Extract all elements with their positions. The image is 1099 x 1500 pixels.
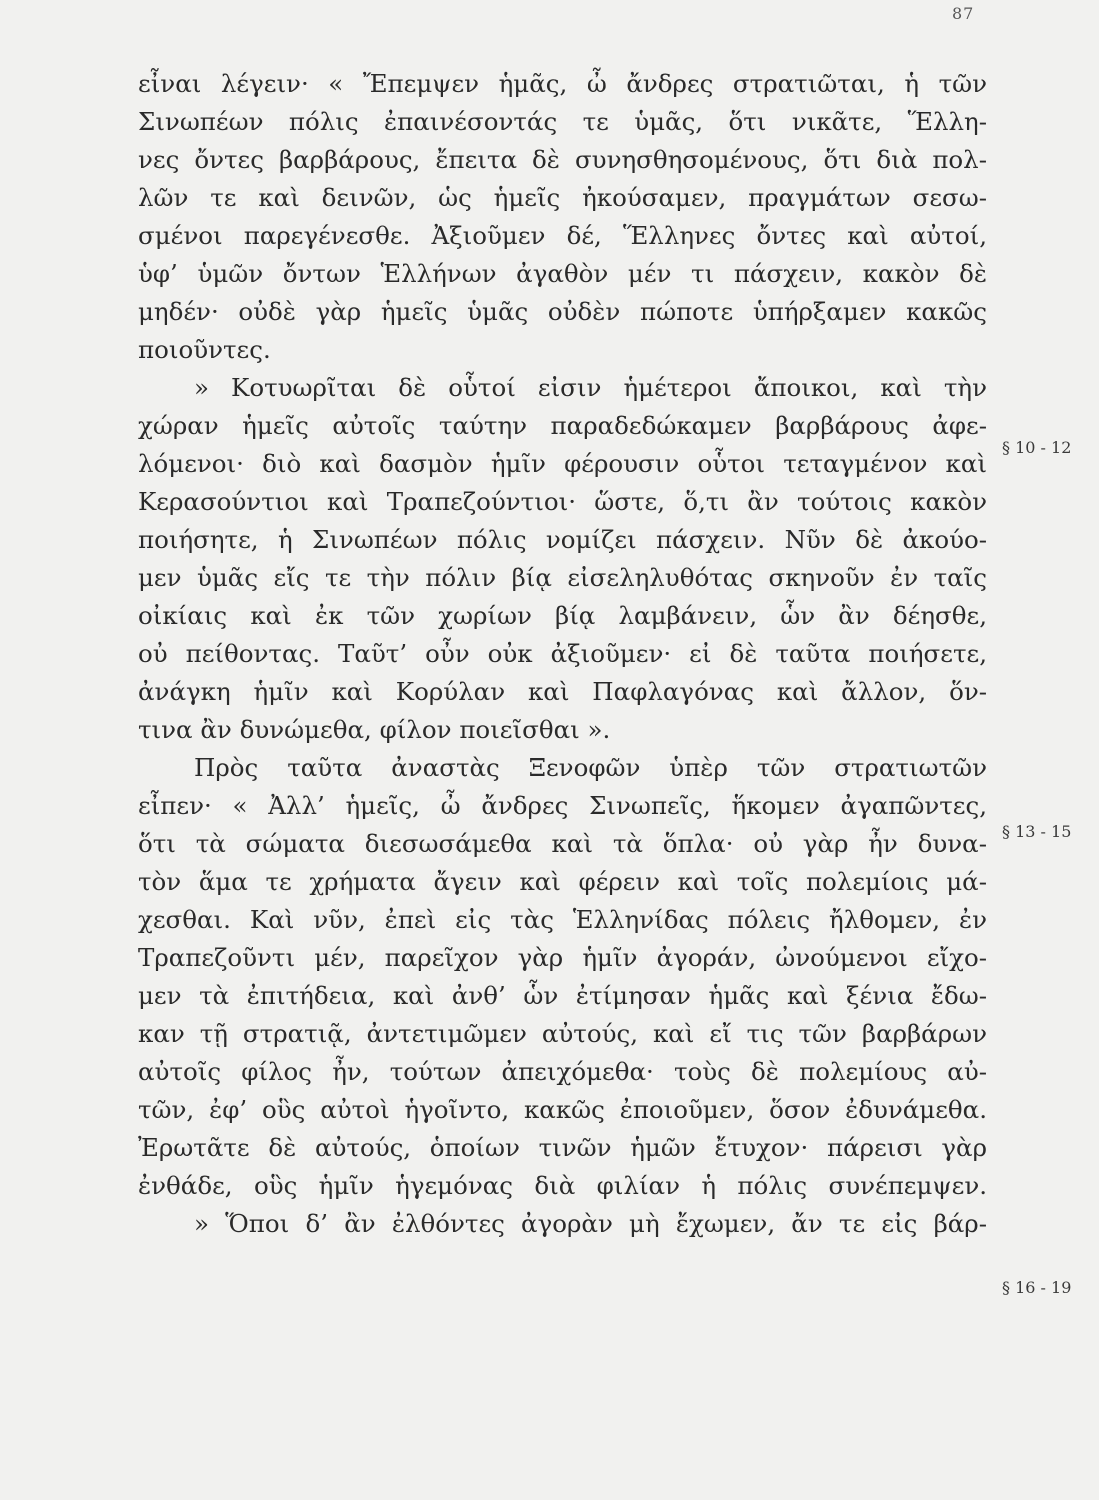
text-line: Πρὸς ταῦτα ἀναστὰς Ξενοφῶν ὑπὲρ τῶν στρατιωτῶν	[194, 753, 987, 782]
text-line: εἶναι λέγειν· « Ἔπεμψεν ἡμᾶς, ὦ ἄνδρες στρατιῶται, ἡ τῶν	[138, 69, 987, 98]
text-line: μεν τὰ ἐπιτήδεια, καὶ ἀνθ’ ὧν ἐτίμησαν ἡμᾶς καὶ ξένια ἔδω-	[138, 981, 987, 1010]
text-line: Σινωπέων πόλις ἐπαινέσοντάς τε ὑμᾶς, ὅτι νικᾶτε, Ἕλλη-	[138, 107, 987, 136]
text-line: Ἐρωτᾶτε δὲ αὐτούς, ὁποίων τινῶν ἡμῶν ἔτυχον· πάρεισι γὰρ	[138, 1133, 987, 1162]
text-line: καν τῇ στρατιᾷ, ἀντετιμῶμεν αὐτούς, καὶ εἴ τις τῶν βαρβάρων	[138, 1019, 987, 1048]
text-line: ἀνάγκη ἡμῖν καὶ Κορύλαν καὶ Παφλαγόνας καὶ ἄλλον, ὅν-	[138, 677, 987, 706]
text-line: ποιοῦντες.	[138, 335, 271, 364]
text-line: χώραν ἡμεῖς αὐτοῖς ταύτην παραδεδώκαμεν βαρβάρους ἀφε-	[138, 411, 987, 440]
text-line: τινα ἂν δυνώμεθα, φίλον ποιεῖσθαι ».	[138, 715, 611, 744]
text-line: λόμενοι· διὸ καὶ δασμὸν ἡμῖν φέρουσιν οὗτοι τεταγμένον καὶ	[138, 449, 987, 478]
text-line: σμένοι παρεγένεσθε. Ἀξιοῦμεν δέ, Ἕλληνες ὄντες καὶ αὐτοί,	[138, 221, 987, 250]
text-line: λῶν τε καὶ δεινῶν, ὡς ἡμεῖς ἠκούσαμεν, πραγμάτων σεσω-	[138, 183, 987, 212]
text-line: ποιήσητε, ἡ Σινωπέων πόλις νομίζει πάσχειν. Νῦν δὲ ἀκούο-	[138, 525, 987, 554]
text-line: τῶν, ἐφ’ οὓς αὐτοὶ ἡγοῖντο, κακῶς ἐποιοῦμεν, ὅσον ἐδυνάμεθα.	[138, 1095, 987, 1124]
text-line: μηδέν· οὐδὲ γὰρ ἡμεῖς ὑμᾶς οὐδὲν πώποτε ὑπήρξαμεν κακῶς	[138, 297, 987, 326]
text-line: χεσθαι. Καὶ νῦν, ἐπεὶ εἰς τὰς Ἑλληνίδας πόλεις ἤλθομεν, ἐν	[138, 905, 987, 934]
text-line: τὸν ἅμα τε χρήματα ἄγειν καὶ φέρειν καὶ τοῖς πολεμίοις μά-	[138, 867, 987, 896]
margin-note-section-ref: § 10 - 12	[1002, 438, 1072, 457]
text-line: ἐνθάδε, οὓς ἡμῖν ἡγεμόνας διὰ φιλίαν ἡ πόλις συνέπεμψεν.	[138, 1171, 987, 1200]
text-line: νες ὄντες βαρβάρους, ἔπειτα δὲ συνησθησομένους, ὅτι διὰ πολ-	[138, 145, 987, 174]
text-line: Τραπεζοῦντι μέν, παρεῖχον γὰρ ἡμῖν ἀγοράν, ὠνούμενοι εἴχο-	[138, 943, 987, 972]
text-line: » Κοτυωρῖται δὲ οὗτοί εἰσιν ἡμέτεροι ἄποικοι, καὶ τὴν	[194, 373, 987, 402]
text-line: Κερασούντιοι καὶ Τραπεζούντιοι· ὥστε, ὅ,τι ἂν τούτοις κακὸν	[138, 487, 987, 516]
text-line: » Ὅποι δ’ ἂν ἐλθόντες ἀγορὰν μὴ ἔχωμεν, ἄν τε εἰς βάρ-	[194, 1209, 987, 1238]
text-line: ὑφ’ ὑμῶν ὄντων Ἑλλήνων ἀγαθὸν μέν τι πάσχειν, κακὸν δὲ	[138, 259, 987, 288]
text-line: οὐ πείθοντας. Ταῦτ’ οὖν οὐκ ἀξιοῦμεν· εἰ δὲ ταῦτα ποιήσετε,	[138, 639, 987, 668]
text-line: οἰκίαις καὶ ἐκ τῶν χωρίων βίᾳ λαμβάνειν, ὧν ἂν δέησθε,	[138, 601, 987, 630]
text-line: αὐτοῖς φίλος ἦν, τούτων ἀπειχόμεθα· τοὺς δὲ πολεμίους αὐ-	[138, 1057, 987, 1086]
text-line: εἶπεν· « Ἀλλ’ ἡμεῖς, ὦ ἄνδρες Σινωπεῖς, ἥκομεν ἀγαπῶντες,	[138, 791, 987, 820]
page-number: 87	[952, 4, 975, 23]
text-line: ὅτι τὰ σώματα διεσωσάμεθα καὶ τὰ ὅπλα· οὐ γὰρ ἦν δυνα-	[138, 829, 987, 858]
margin-note-section-ref: § 13 - 15	[1002, 822, 1072, 841]
margin-note-section-ref: § 16 - 19	[1002, 1278, 1072, 1297]
text-line: μεν ὑμᾶς εἴς τε τὴν πόλιν βίᾳ εἰσεληλυθότας σκηνοῦν ἐν ταῖς	[138, 563, 987, 592]
